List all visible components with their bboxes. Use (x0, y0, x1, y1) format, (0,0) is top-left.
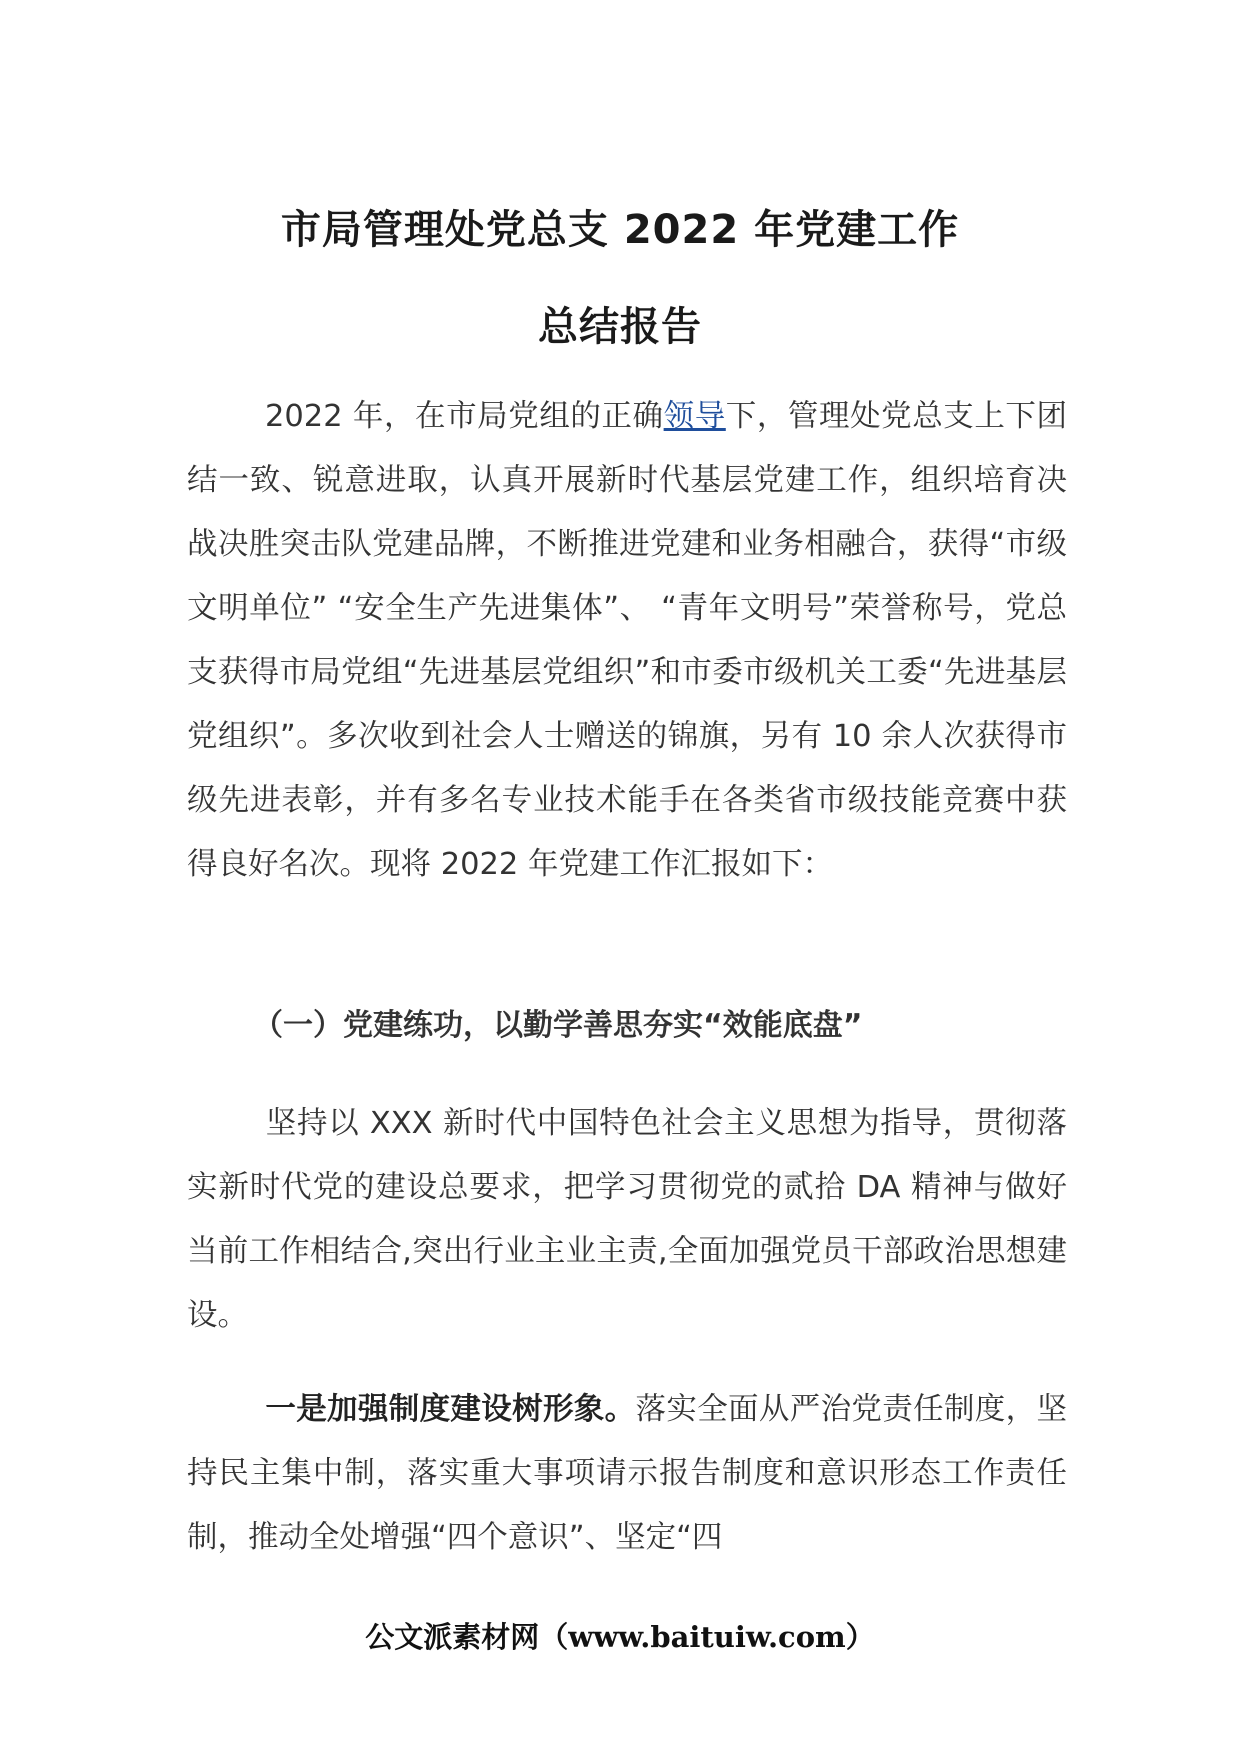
guidance-paragraph (187, 1092, 1067, 1348)
document-title-line1: 市局管理处党总支 2022 年党建工作 (280, 207, 960, 253)
intro-paragraph (187, 385, 1067, 897)
system-building-lead: 一是加强制度建设树形象。 (265, 1392, 636, 1427)
document-title-line2: 总结报告 (538, 304, 702, 350)
system-building-text: 落实全面从严治党责任制度，坚持民主集中制，落实重大事项请示报告制度和意识形态工作责任制，推动全处增强“四个意识”、坚定“四 (187, 1392, 1067, 1555)
guidance-text: 坚持以 XXX 新时代中国特色社会主义思想为指导，贯彻落实新时代党的建设总要求，把学习贯彻党的贰拾 DA 精神与做好当前工作相结合,突出行业主业主责,全面加强党员干部政治思想建设。 (187, 1106, 1067, 1333)
source-footer: 公文派素材网（www.baituiw.com） (365, 1620, 875, 1654)
system-building-paragraph (187, 1378, 1067, 1570)
section-heading: （一）党建练功，以勤学善思夯实“效能底盘” (253, 1008, 863, 1043)
intro-text-start: 2022 年，在市局党组的正确 (265, 399, 664, 434)
leadership-link[interactable]: 领导 (663, 399, 726, 434)
intro-text-rest: 下，管理处党总支上下团结一致、锐意进取，认真开展新时代基层党建工作，组织培育决战决胜突击队党建品牌，不断推进党建和业务相融合，获得“市级文明单位” “安全生产先进集体”、 “青年文明号”荣誉称号，党总支获得市局党组“先进基层党组织”和市委市级机关工委“先进基层党组织”。多次收到社会人士赠送的锦旗，另有 10 余人次获得市级先进表彰，并有多名专业技术能手在各类省市级技能竞赛中获得良好名次。现将 2022 年党建工作汇报如下： (187, 399, 1068, 882)
